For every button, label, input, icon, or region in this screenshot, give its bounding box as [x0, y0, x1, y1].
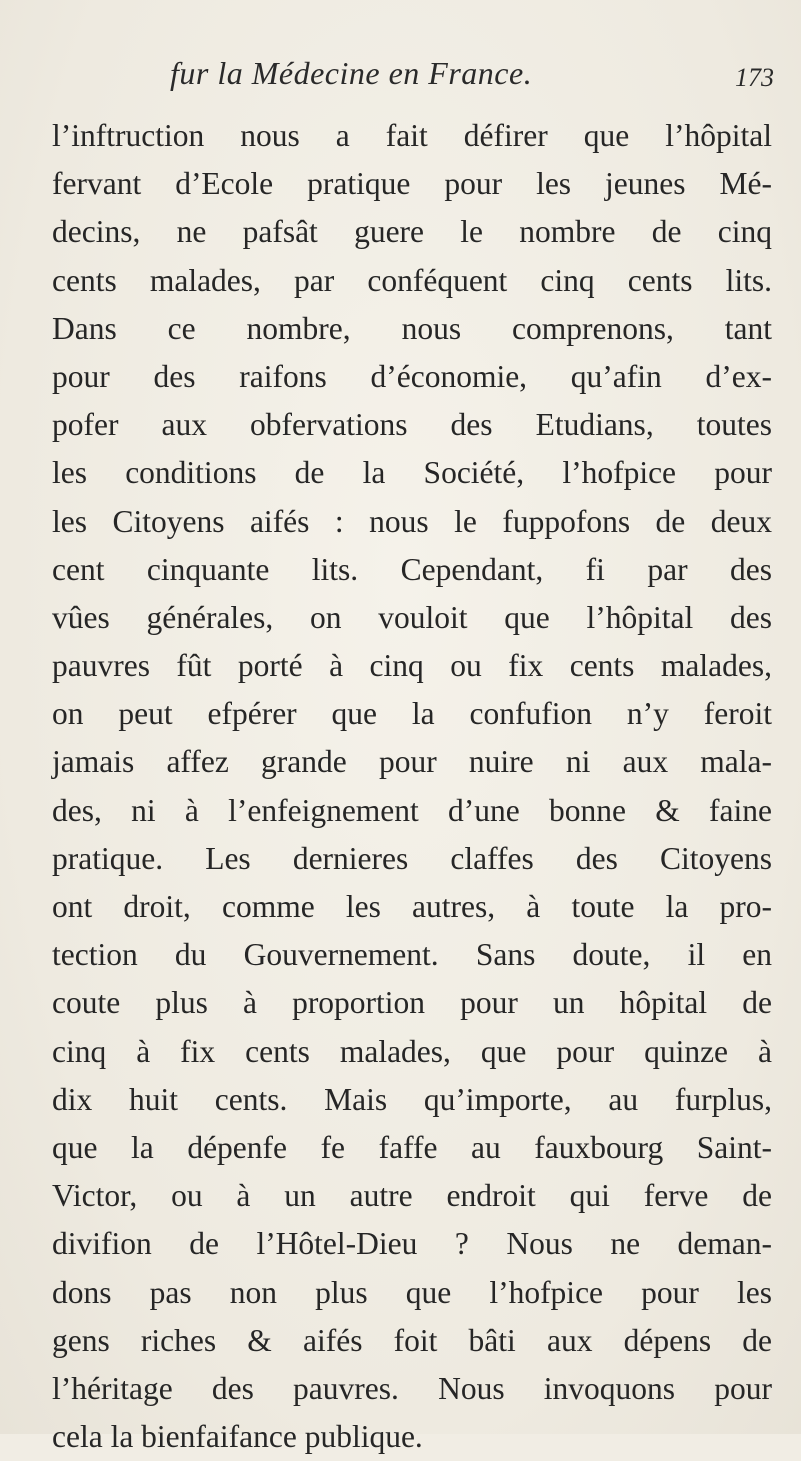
- text-line: Dans ce nombre, nous comprenons, tant: [52, 310, 772, 346]
- text-line: tection du Gouvernement. Sans doute, il en: [52, 937, 772, 973]
- text-line: dons pas non plus que l’hofpice pour les: [52, 1274, 772, 1310]
- text-line: pratique. Les dernieres claffes des Citoyens: [52, 840, 772, 876]
- text-line: les conditions de la Société, l’hofpice pour: [52, 455, 772, 491]
- page-number: 173: [735, 63, 774, 92]
- text-line: les Citoyens aifés : nous le fuppofons de deux: [52, 503, 772, 539]
- text-line: fervant d’Ecole pratique pour les jeunes Mé-: [52, 166, 772, 202]
- text-line: dix huit cents. Mais qu’importe, au furplus,: [52, 1081, 772, 1117]
- text-line: coute plus à proportion pour un hôpital de: [52, 985, 772, 1021]
- text-line: pour des raifons d’économie, qu’afin d’ex-: [52, 358, 772, 394]
- text-line: Victor, ou à un autre endroit qui ferve de: [52, 1178, 772, 1214]
- text-line: cent cinquante lits. Cependant, fi par des: [52, 551, 772, 587]
- text-line: cinq à fix cents malades, que pour quinze à: [52, 1033, 772, 1069]
- text-line: cents malades, par conféquent cinq cents lits.: [52, 262, 772, 298]
- text-line: divifion de l’Hôtel-Dieu ? Nous ne deman-: [52, 1226, 772, 1262]
- text-line-last: cela la bienfaifance publique.: [52, 1419, 423, 1455]
- text-line: l’héritage des pauvres. Nous invoquons pour: [52, 1370, 772, 1406]
- page-header: [150, 55, 795, 95]
- body-text: [52, 112, 772, 1461]
- text-line: on peut efpérer que la confufion n’y feroit: [52, 696, 772, 732]
- text-line: decins, ne pafsât guere le nombre de cinq: [52, 214, 772, 250]
- text-line: que la dépenfe fe faffe au fauxbourg Saint-: [52, 1129, 772, 1165]
- text-line: ont droit, comme les autres, à toute la pro-: [52, 889, 772, 924]
- text-line: vûes générales, on vouloit que l’hôpital des: [52, 599, 772, 635]
- text-line: jamais affez grande pour nuire ni aux mala-: [52, 744, 772, 780]
- running-title: fur la Médecine en France.: [170, 55, 533, 91]
- text-line: l’inftruction nous a fait défirer que l’hôpital: [52, 118, 772, 153]
- text-line: des, ni à l’enfeignement d’une bonne & faine: [52, 792, 772, 828]
- text-line: gens riches & aifés foit bâti aux dépens de: [52, 1322, 772, 1358]
- text-line: pofer aux obfervations des Etudians, toutes: [52, 407, 772, 443]
- text-line: pauvres fût porté à cinq ou fix cents malades,: [52, 648, 772, 684]
